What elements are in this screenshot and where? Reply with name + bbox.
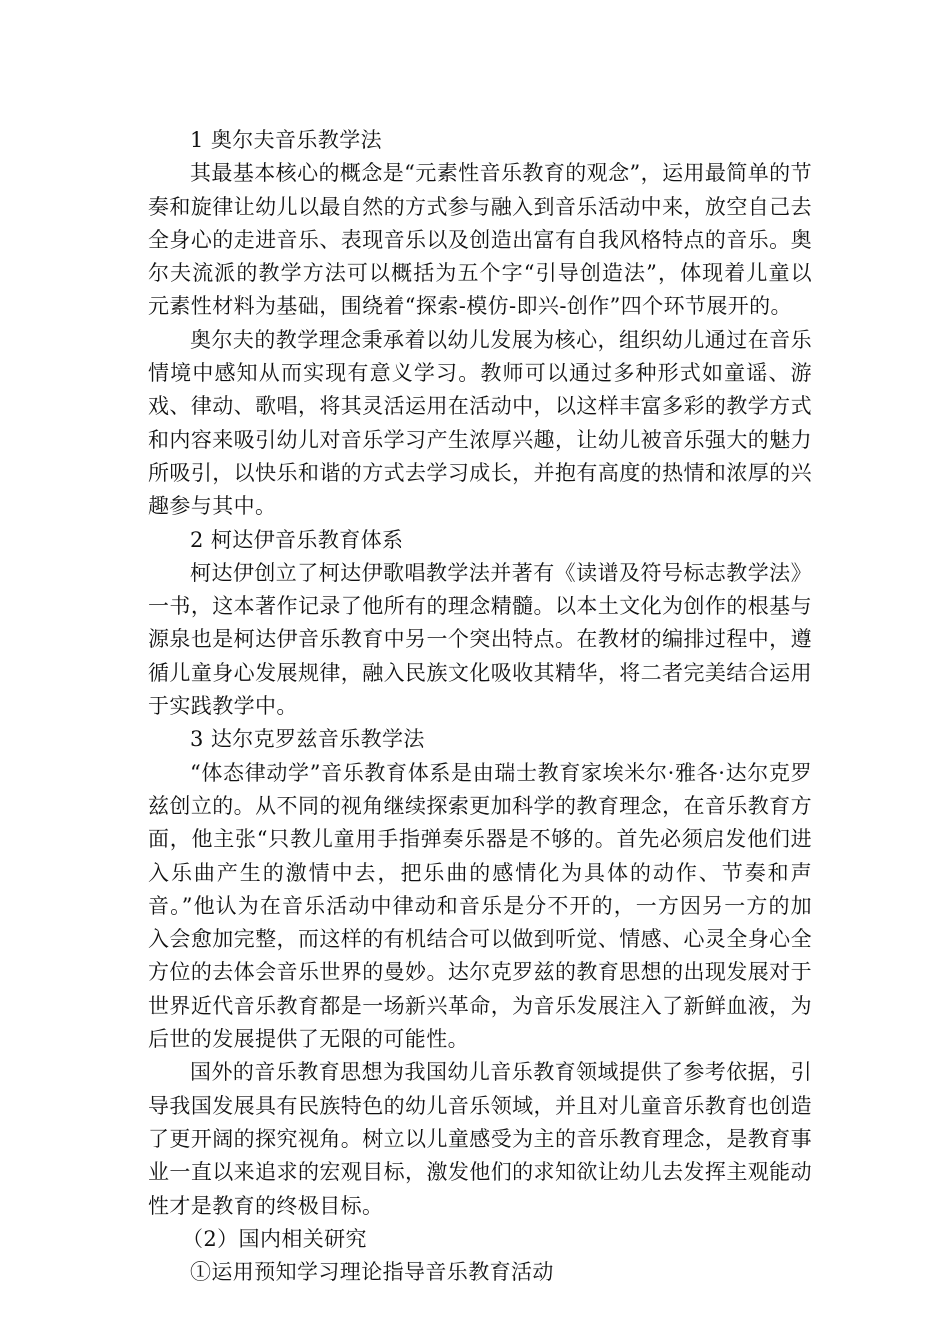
paragraph-foreign-summary: 国外的音乐教育思想为我国幼儿音乐教育领域提供了参考依据，引导我国发展具有民族特色的幼儿音乐领域，并且对儿童音乐教育也创造了更开阔的探究视角。树立以儿童感受为主的音乐教育理念，是教育事业一直以来追求的宏观目标，激发他们的求知欲让幼儿去发挥主观能动性才是教育的终极目标。 — [148, 1060, 812, 1218]
section-heading-domestic: （2）国内相关研究 — [182, 1226, 367, 1251]
document-page — [148, 124, 812, 1289]
paragraph-orff-concept: 其最基本核心的概念是“元素性音乐教育的观念”，运用最简单的节奏和旋律让幼儿以最自然的方式参与融入到音乐活动中来，放空自己去全身心的走进音乐、表现音乐以及创造出富有自我风格特点的音乐。奥尔夫流派的教学方法可以概括为五个字“引导创造法”，体现着儿童以元素性材料为基础，围绕着“探索-模仿-即兴-创作”四个环节展开的。 — [148, 161, 812, 319]
paragraph-kodaly: 柯达伊创立了柯达伊歌唱教学法并著有《读谱及符号标志教学法》一书，这本著作记录了他所有的理念精髓。以本土文化为创作的根基与源泉也是柯达伊音乐教育中另一个突出特点。在教材的编排过程中，遵循儿童身心发展规律，融入民族文化吸收其精华，将二者完美结合运用于实践教学中。 — [148, 560, 812, 719]
section-heading-orff: 1 奥尔夫音乐教学法 — [190, 128, 383, 152]
paragraph-orff-philosophy: 奥尔夫的教学理念秉承着以幼儿发展为核心，组织幼儿通过在音乐情境中感知从而实现有意义学习。教师可以通过多种形式如童谣、游戏、律动、歌唱，将其灵活运用在活动中，以这样丰富多彩的教学方式和内容来吸引幼儿对音乐学习产生浓厚兴趣，让幼儿被音乐强大的魅力所吸引，以快乐和谐的方式去学习成长，并抱有高度的热情和浓厚的兴趣参与其中。 — [148, 327, 812, 519]
section-heading-dalcroze: 3 达尔克罗兹音乐教学法 — [190, 727, 425, 752]
paragraph-dalcroze: “体态律动学”音乐教育体系是由瑞士教育家埃米尔·雅各·达尔克罗兹创立的。从不同的视角继续探索更加科学的教育理念，在音乐教育方面，他主张“只教儿童用手指弹奏乐器是不够的。首先必须启发他们进入乐曲产生的激情中去，把乐曲的感情化为具体的动作、节奏和声音。”他认为在音乐活动中律动和音乐是分不开的，一方因另一方的加入会愈加完整，而这样的有机结合可以做到听觉、情感、心灵全身心全方位的去体会音乐世界的曼妙。达尔克罗兹的教育思想的出现发展对于世界近代音乐教育都是一场新兴革命，为音乐发展注入了新鲜血液，为后世的发展提供了无限的可能性。 — [148, 760, 812, 1052]
section-heading-kodaly: 2 柯达伊音乐教育体系 — [190, 527, 404, 552]
subsection-heading-preknowledge: ①运用预知学习理论指导音乐教育活动 — [190, 1260, 554, 1285]
